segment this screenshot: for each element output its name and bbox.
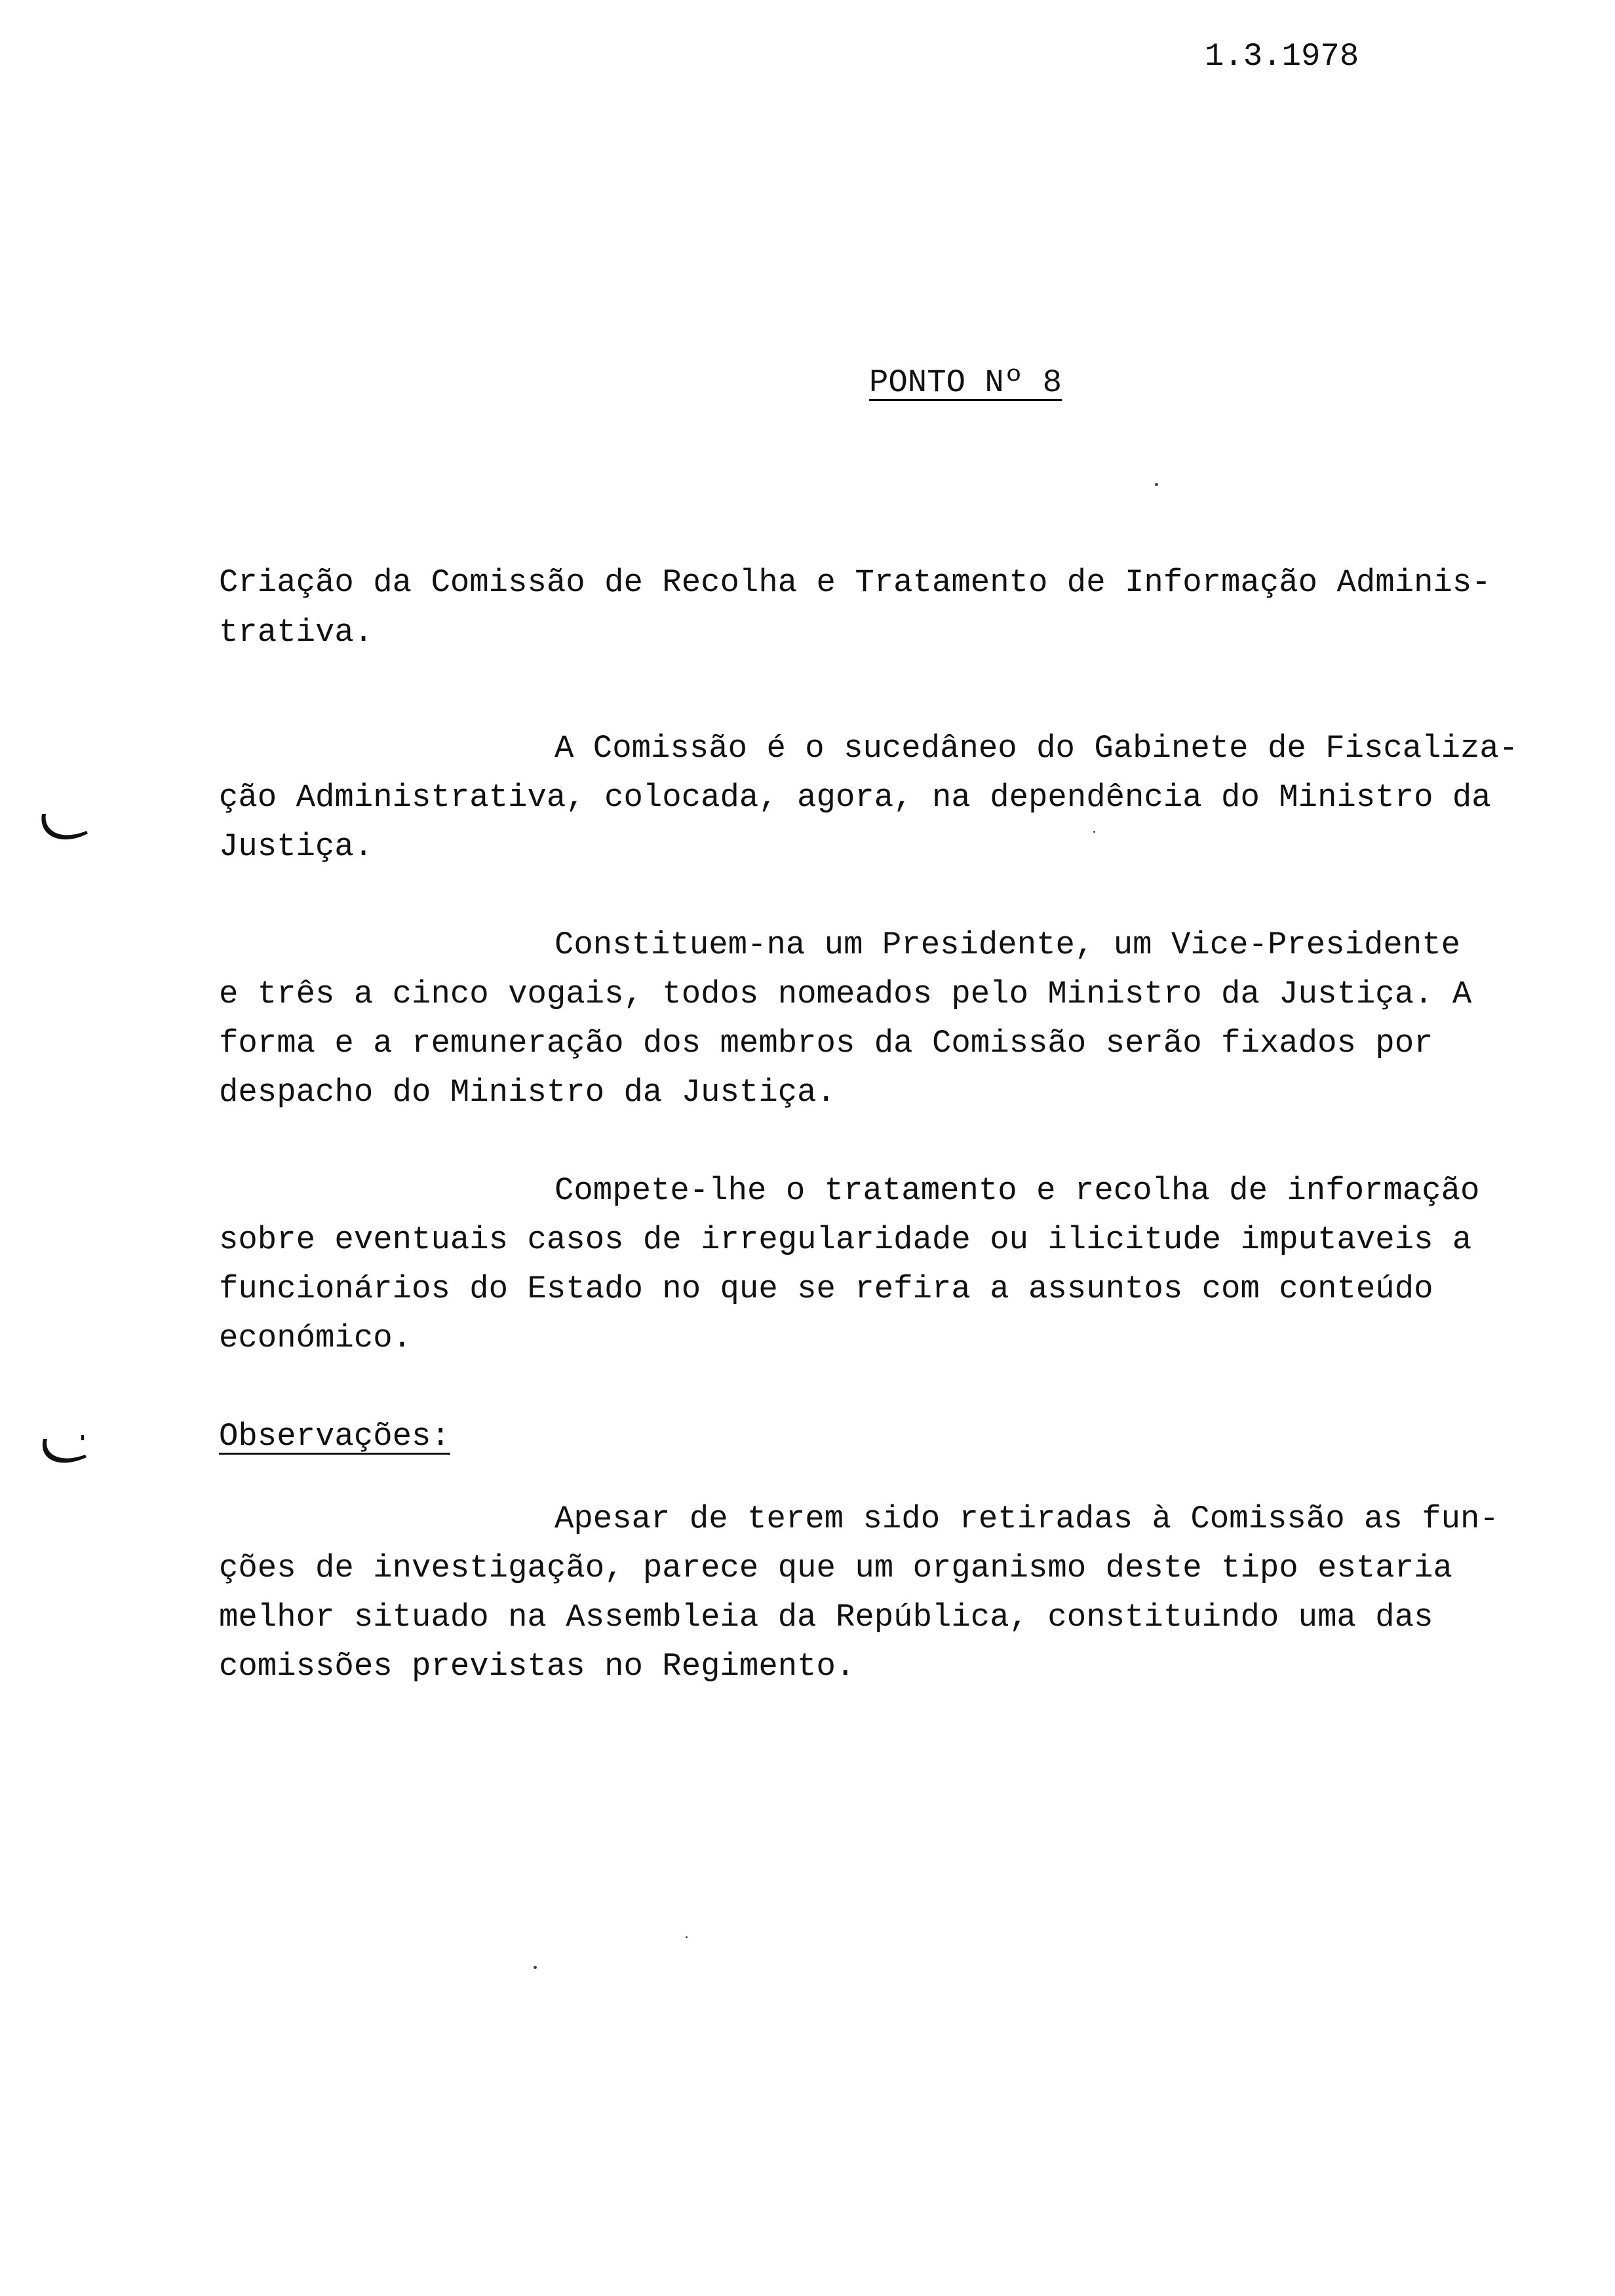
- paragraph-2-line: e três a cinco vogais, todos nomeados pelo Ministro da Justiça. A: [219, 976, 1472, 1012]
- paragraph-2-line: forma e a remuneração dos membros da Comissão serão fixados por: [219, 1025, 1433, 1062]
- paragraph-1-line: Justiça.: [219, 828, 374, 865]
- observations-line: melhor situado na Assembleia da República, constituindo uma das: [219, 1599, 1433, 1636]
- scan-speck: [1093, 831, 1095, 833]
- paragraph-3-line: económico.: [219, 1320, 412, 1356]
- paragraph-2-line: despacho do Ministro da Justiça.: [219, 1074, 836, 1111]
- paragraph-2-line: Constituem-na um Presidente, um Vice-Presidente: [555, 927, 1461, 963]
- paragraph-3-line: sobre eventuais casos de irregularidade ou ilicitude imputaveis a: [219, 1221, 1472, 1258]
- paragraph-3-line: Compete-lhe o tratamento e recolha de informação: [555, 1172, 1480, 1209]
- observations-line: ções de investigação, parece que um organismo deste tipo estaria: [219, 1550, 1452, 1586]
- observations-line: comissões previstas no Regimento.: [219, 1648, 855, 1685]
- observations-line: Apesar de terem sido retiradas à Comissão as fun-: [555, 1501, 1499, 1537]
- observations-heading: Observações:: [219, 1418, 450, 1455]
- scan-speck: [534, 1966, 537, 1969]
- paragraph-3-line: funcionários do Estado no que se refira a assuntos com conteúdo: [219, 1271, 1433, 1307]
- document-title: PONTO Nº 8: [869, 364, 1062, 401]
- document-date: 1.3.1978: [1205, 38, 1359, 75]
- scan-speck: [686, 1936, 688, 1938]
- margin-mark-icon: [41, 1435, 90, 1464]
- intro-line: trativa.: [219, 614, 374, 651]
- paragraph-1-line: A Comissão é o sucedâneo do Gabinete de Fiscaliza-: [555, 730, 1519, 767]
- paragraph-1-line: ção Administrativa, colocada, agora, na dependência do Ministro da: [219, 779, 1491, 816]
- margin-mark-icon: [41, 811, 90, 840]
- intro-line: Criação da Comissão de Recolha e Tratamento de Informação Adminis-: [219, 564, 1491, 601]
- scan-speck: [1155, 483, 1158, 486]
